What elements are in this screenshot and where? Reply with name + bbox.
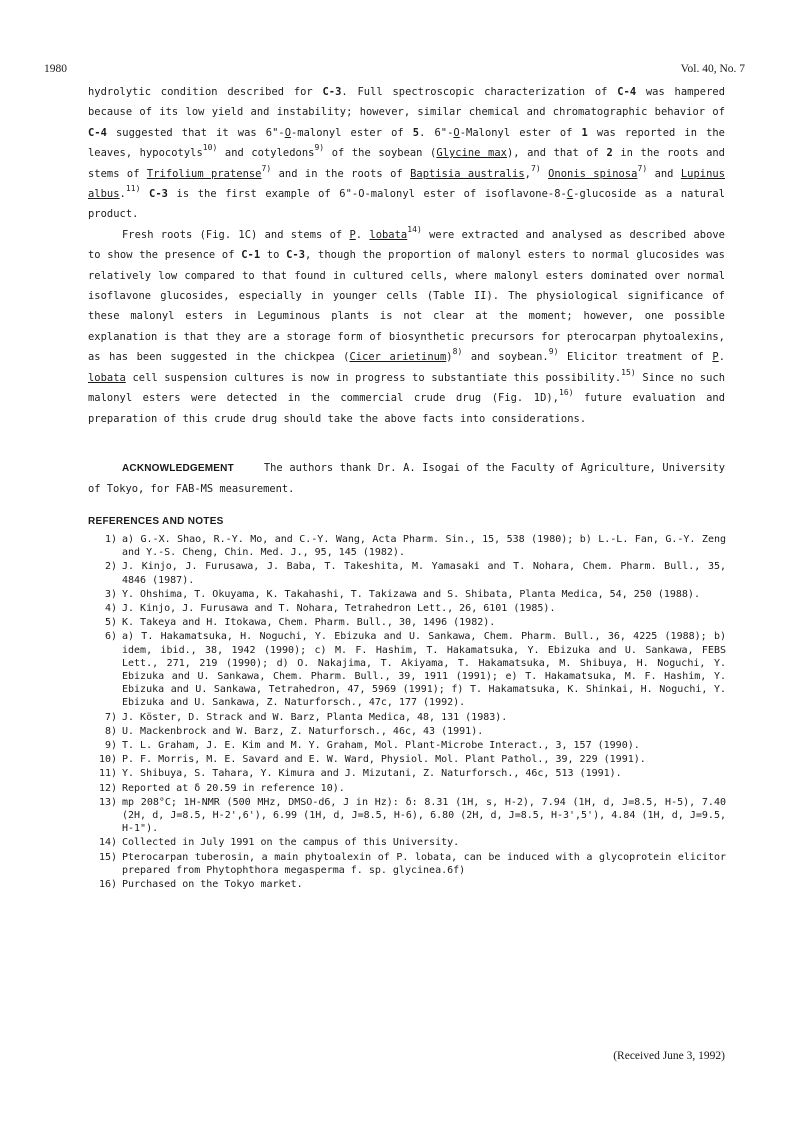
paragraph: hydrolytic condition described for C-3. Full spectroscopic characterization of C-4 was hampered because of its low yield and instability; however, similar chemical and chromatographic behavior of C-4 suggested that it was 6"-O-malonyl ester of 5. 6"-O-Malonyl ester of 1 was reported in the leaves, hypocotyls$^{10)}$ and cotyledons$^{9)}$ of the soybean (Glycine max), and that of 2 in the roots and stems of Trifolium pratense$^{7)}$ and in the roots of Baptisia australis,$^{7)}$ Ononis spinosa$^{7)}$ and Lupinus albus.$^{11)}$ C-3 is the first example of 6"-O-malonyl ester of isoflavone-8-C-glucoside as a natural product. xyxy=(88,86,726,221)
reference-item: 13) mp 208°C; 1H-NMR (500 MHz, DMSO-d6, J in Hz): δ: 8.31 (1H, s, H-2), 7.94 (1H, d, J=8.5, H-5), 7.40 (2H, d, J=8.5, H-2',6'), 6.99 (1H, d, J=8.5, H-6), 6.80 (2H, d, J=8.5, H-3',5'), 4.84 (1H, d, J=9.5, H-1"). xyxy=(98,796,726,835)
acknowledgement-text: The authors thank Dr. A. Isogai of the Faculty of Agriculture, University of Tokyo, for FAB-MS measurement. xyxy=(88,462,725,496)
reference-item: 12) Reported at δ 20.59 in reference 10). xyxy=(98,782,345,794)
reference-item: 7) J. Köster, D. Strack and W. Barz, Planta Medica, 48, 131 (1983). xyxy=(104,711,508,723)
reference-item: 15) Pterocarpan tuberosin, a main phytoalexin of P. lobata, can be induced with a glycoprotein elicitor prepared from Phytophthora megasperma f. sp. glycinea.6f) xyxy=(98,851,726,876)
journal-volume: Vol. 40, No. 7 xyxy=(680,63,745,75)
references-list xyxy=(92,533,726,892)
reference-item: 6) a) T. Hakamatsuka, H. Noguchi, Y. Ebizuka and U. Sankawa, Chem. Pharm. Bull., 36, 4225 (1988); b) idem, ibid., 38, 1942 (1990); c) M. F. Hashim, T. Hakamatsuka, Y. Ebizuka and U. Sankawa, FEBS Lett., 271, 219 (1990); d) O. Nakajima, T. Akiyama, T. Hakamatsuka, M. Shibuya, H. Noguchi, Y. Ebizuka and U. Sankawa, Chem. Pharm. Bull., 39, 1911 (1991); e) T. Hakamatsuka, M. F. Hashim, Y. Ebizuka and U. Sankawa, Tetrahedron, 47, 5969 (1991); f) T. Hakamatsuka, K. Shinkai, H. Noguchi, Y. Ebizuka and U. Sankawa, Z. Naturforsch., 47c, 177 (1992). xyxy=(104,631,726,709)
reference-item: 16) Purchased on the Tokyo market. xyxy=(98,879,303,891)
received-date: (Received June 3, 1992) xyxy=(613,1050,725,1062)
reference-item: 10) P. F. Morris, M. E. Savard and E. W. Ward, Physiol. Mol. Plant Pathol., 39, 229 (1991). xyxy=(98,754,646,766)
reference-item: 2) J. Kinjo, J. Furusawa, J. Baba, T. Takeshita, M. Yamasaki and T. Nohara, Chem. Pharm. Bull., 35, 4846 (1987). xyxy=(104,561,726,586)
reference-item: 3) Y. Ohshima, T. Okuyama, K. Takahashi, T. Takizawa and S. Shibata, Planta Medica, 54, 250 (1988). xyxy=(104,588,700,600)
acknowledgement-heading: ACKNOWLEDGEMENT xyxy=(122,463,234,474)
page-number: 1980 xyxy=(44,63,67,75)
body-text xyxy=(88,82,725,429)
reference-item: 5) K. Takeya and H. Itokawa, Chem. Pharm. Bull., 30, 1496 (1982). xyxy=(104,617,496,629)
reference-item: 8) U. Mackenbrock and W. Barz, Z. Naturforsch., 46c, 43 (1991). xyxy=(104,725,484,737)
acknowledgement xyxy=(88,458,725,500)
reference-item: 14) Collected in July 1991 on the campus of this University. xyxy=(98,837,460,849)
reference-item: 1) a) G.-X. Shao, R.-Y. Mo, and C.-Y. Wang, Acta Pharm. Sin., 15, 538 (1980); b) L.-L. Fan, G.-Y. Zeng and Y.-S. Cheng, Chin. Med. J., 95, 145 (1982). xyxy=(104,534,726,559)
reference-item: 9) T. L. Graham, J. E. Kim and M. Y. Graham, Mol. Plant-Microbe Interact., 3, 157 (1990). xyxy=(104,740,640,752)
references-heading: REFERENCES AND NOTES xyxy=(88,516,224,527)
reference-item: 4) J. Kinjo, J. Furusawa and T. Nohara, Tetrahedron Lett., 26, 6101 (1985). xyxy=(104,603,556,615)
reference-item: 11) Y. Shibuya, S. Tahara, Y. Kimura and J. Mizutani, Z. Naturforsch., 46c, 513 (1991). xyxy=(98,768,622,780)
paragraph: Fresh roots (Fig. 1C) and stems of P. lobata$^{14)}$ were extracted and analysed as described above to show the presence of C-1 to C-3, though the proportion of malonyl esters to normal glucosides was relatively low compared to that found in cultured cells, where malonyl esters dominated over normal isoflavone glucosides, especially in younger cells (Table II). The physiological significance of these malonyl esters in Leguminous plants is not clear at the moment; however, one possible explanation is that they are a storage form of biosynthetic precursors for pterocarpan phytoalexins, as has been suggested in the chickpea (Cicer arietinum)$^{8)}$ and soybean.$^{9)}$ Elicitor treatment of P. lobata cell suspension cultures is now in progress to substantiate this possibility.$^{15)}$ Since no such malonyl esters were detected in the commercial crude drug (Fig. 1D),$^{16)}$ future evaluation and preparation of this crude drug should take the above facts into considerations. xyxy=(88,224,726,425)
